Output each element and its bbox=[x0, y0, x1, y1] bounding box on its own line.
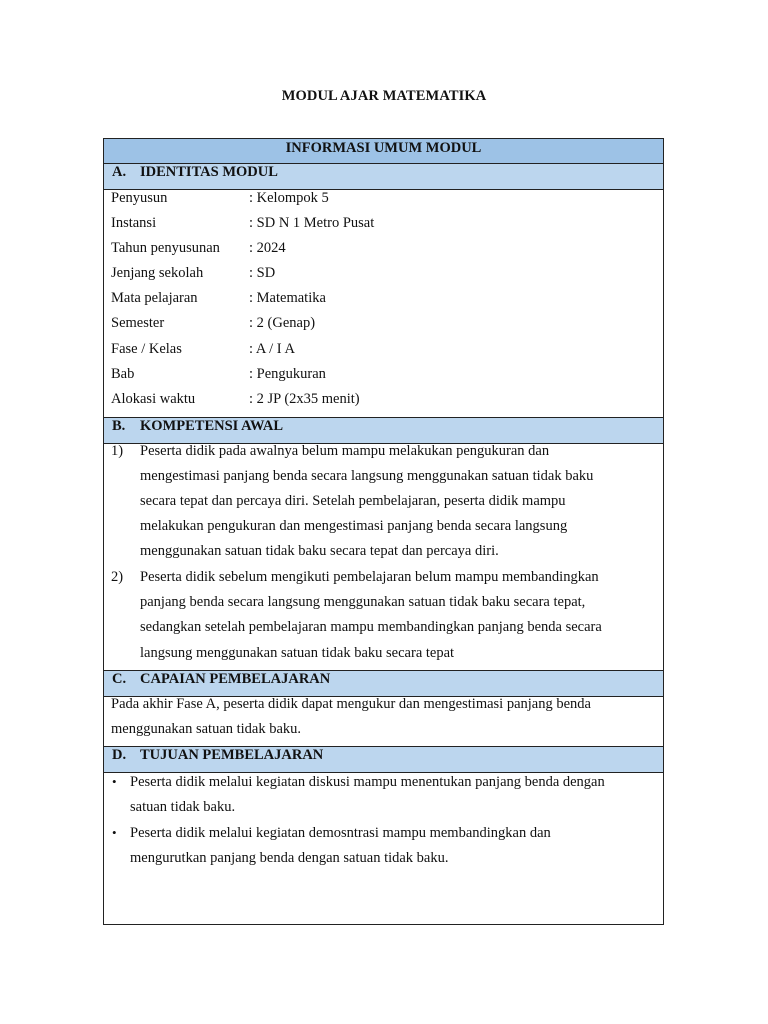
list-item-line: langsung menggunakan satuan tidak baku secara tepat bbox=[140, 645, 455, 661]
list-number: 2) bbox=[111, 569, 124, 585]
identity-label: Penyusun bbox=[111, 190, 168, 206]
document-title: MODUL AJAR MATEMATIKA bbox=[281, 88, 487, 104]
section-b-letter: B. bbox=[112, 418, 126, 434]
bullet-icon: • bbox=[112, 825, 117, 840]
identity-label: Tahun penyusunan bbox=[111, 240, 220, 256]
section-a-header bbox=[104, 164, 663, 190]
identity-label: Mata pelajaran bbox=[111, 290, 198, 306]
identity-label: Bab bbox=[111, 366, 135, 382]
section-a-title: IDENTITAS MODUL bbox=[140, 164, 278, 180]
list-item-line: Peserta didik sebelum mengikuti pembelajaran belum mampu membandingkan bbox=[140, 569, 599, 585]
identity-value: : Pengukuran bbox=[249, 366, 326, 382]
capaian-line: menggunakan satuan tidak baku. bbox=[111, 721, 302, 737]
section-c-letter: C. bbox=[112, 671, 127, 687]
list-item-line: secara tepat dan percaya diri. Setelah pembelajaran, peserta didik mampu bbox=[140, 493, 566, 509]
table-header bbox=[104, 139, 663, 164]
list-item-line: Peserta didik melalui kegiatan demosntrasi mampu membandingkan dan bbox=[130, 825, 551, 841]
identity-label: Alokasi waktu bbox=[111, 391, 196, 407]
identity-value: : Matematika bbox=[249, 290, 326, 306]
identity-value: : 2024 bbox=[249, 240, 286, 256]
table-header-text: INFORMASI UMUM MODUL bbox=[285, 140, 482, 156]
list-number: 1) bbox=[111, 443, 124, 459]
section-d-header bbox=[104, 747, 663, 773]
section-a-letter: A. bbox=[112, 164, 127, 180]
capaian-line: Pada akhir Fase A, peserta didik dapat mengukur dan mengestimasi panjang benda bbox=[111, 696, 591, 712]
list-item-line: panjang benda secara langsung menggunakan satuan tidak baku secara tepat, bbox=[140, 594, 586, 610]
list-item-line: sedangkan setelah pembelajaran mampu membandingkan panjang benda secara bbox=[140, 619, 602, 635]
identity-label: Jenjang sekolah bbox=[111, 265, 204, 281]
identity-value: : SD N 1 Metro Pusat bbox=[249, 215, 375, 231]
list-item-line: Peserta didik pada awalnya belum mampu melakukan pengukuran dan bbox=[140, 443, 550, 459]
identity-label: Instansi bbox=[111, 215, 157, 231]
bullet-icon: • bbox=[112, 774, 117, 789]
module-info-table bbox=[103, 138, 664, 925]
section-c-header bbox=[104, 671, 663, 697]
section-d-letter: D. bbox=[112, 747, 127, 763]
list-item-line: satuan tidak baku. bbox=[130, 799, 236, 815]
section-b-title: KOMPETENSI AWAL bbox=[140, 418, 284, 434]
identity-value: : Kelompok 5 bbox=[249, 190, 329, 206]
identity-label: Semester bbox=[111, 315, 165, 331]
identity-value: : A / I A bbox=[249, 341, 295, 357]
list-item-line: Peserta didik melalui kegiatan diskusi mampu menentukan panjang benda dengan bbox=[130, 774, 605, 790]
section-d-title: TUJUAN PEMBELAJARAN bbox=[140, 747, 324, 763]
section-c-title: CAPAIAN PEMBELAJARAN bbox=[140, 671, 331, 687]
identity-label: Fase / Kelas bbox=[111, 341, 182, 357]
list-item-line: menggunakan satuan tidak baku secara tepat dan percaya diri. bbox=[140, 543, 499, 559]
section-b-header bbox=[104, 418, 663, 444]
identity-value: : SD bbox=[249, 265, 276, 281]
identity-value: : 2 (Genap) bbox=[249, 315, 316, 331]
identity-value: : 2 JP (2x35 menit) bbox=[249, 391, 360, 407]
list-item-line: mengestimasi panjang benda secara langsung menggunakan satuan tidak baku bbox=[140, 468, 594, 484]
list-item-line: melakukan pengukuran dan mengestimasi panjang benda secara langsung bbox=[140, 518, 568, 534]
list-item-line: mengurutkan panjang benda dengan satuan tidak baku. bbox=[130, 850, 449, 866]
